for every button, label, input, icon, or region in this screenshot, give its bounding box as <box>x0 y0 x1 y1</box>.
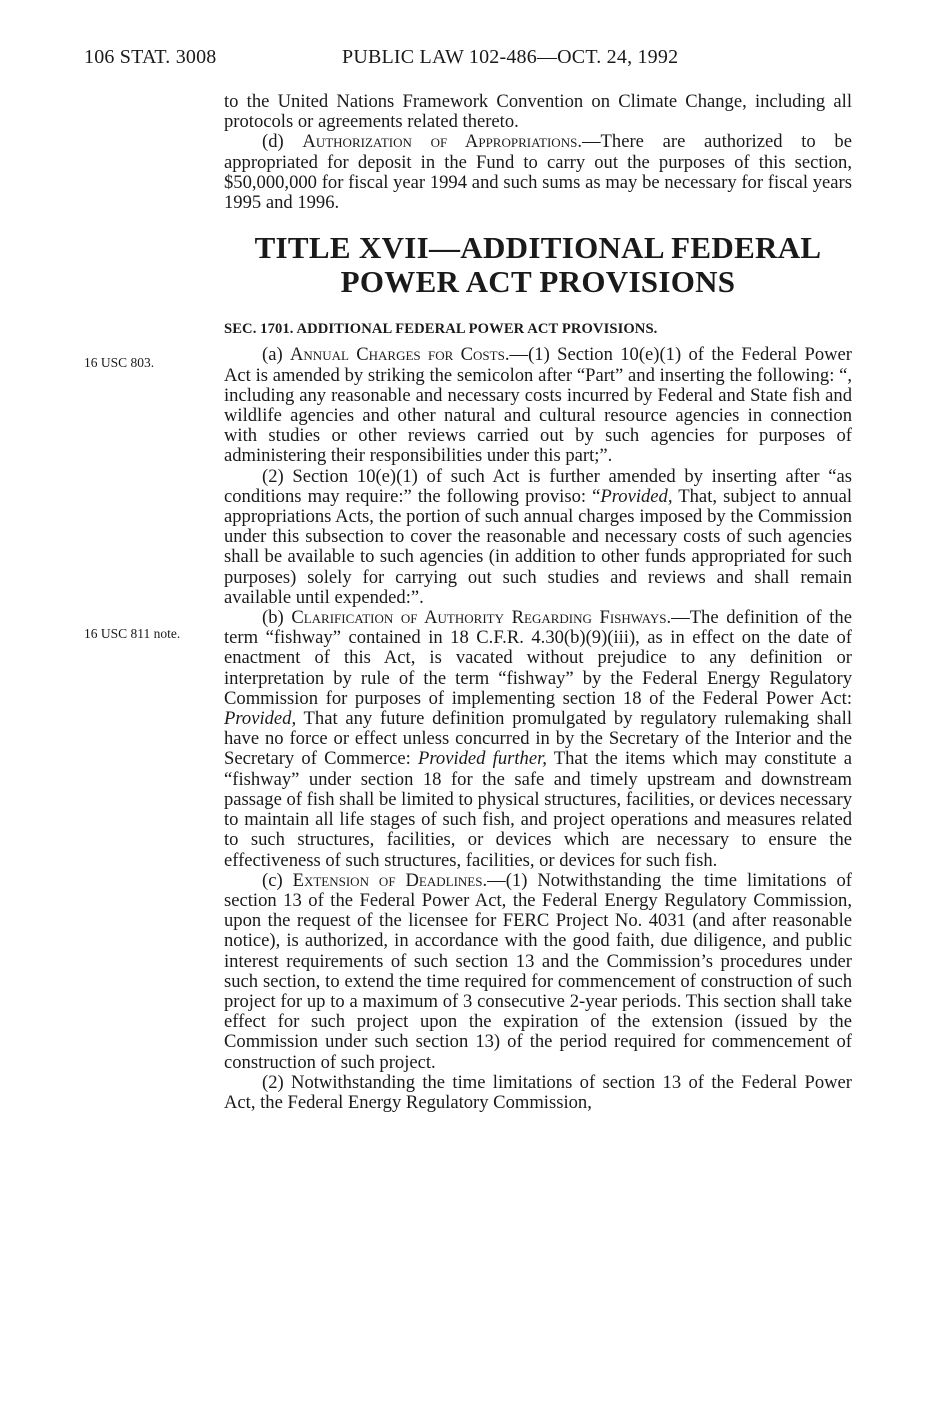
paragraph-b-fishways: (b) Clarification of Authority Regarding Fishways.—The definition of the term “fishway” contained in 18 C.F.R. 4.30(b)(9)(iii), as in effect on the date of enactment of this Act, is vacated without prejudice to any definition or interpretation by rule of the term “fishway” by the Federal Energy Regulatory Commission for purposes of implementing section 18 of the Federal Power Act: Provided, That any future definition promulgated by regulatory rulemaking shall have no force or effect unless concurred in by the Secretary of the Interior and the Secretary of Commerce: Provided further, That the items which may constitute a “fishway” under section 18 for the safe and timely upstream and downstream passage of fish shall be limited to physical structures, facilities, or devices necessary to maintain all life stages of such fish, and project operations and measures related to such structures, facilities, or devices which are necessary to ensure the effectiveness of such structures, facilities, or devices for such fish. <box>224 607 853 871</box>
paragraph-continuation: to the United Nations Framework Convention on Climate Change, including all protocols or agreements related thereto. <box>224 91 852 133</box>
paragraph-c2: (2) Notwithstanding the time limitations of section 13 of the Federal Power Act, the Federal Energy Regulatory Commission, <box>224 1071 852 1113</box>
heading-extension-of-deadlines: Extension of Deadlines <box>292 869 483 891</box>
heading-annual-charges: Annual Charges for Costs <box>289 344 505 366</box>
paragraph-a2: (2) Section 10(e)(1) of such Act is further amended by inserting after “as conditions may require:” the following proviso: “Provided, That, subject to annual appropriations Acts, the portion of such annual charges imposed by the Commission under this subsection to cover the reasonable and necessary costs of such agencies shall be available to such agencies (in addition to other funds appropriated for such purposes) solely for carrying out such studies and reviews and shall remain available until expended:”. <box>224 465 852 608</box>
heading-clarification-fishways: Clarification of Authority Regarding Fishways <box>291 607 667 629</box>
margin-note-16-usc-803: 16 USC 803. <box>84 355 155 370</box>
paragraph-a-annual-charges: (a) Annual Charges for Costs.—(1) Section 10(e)(1) of the Federal Power Act is amended by striking the semicolon after “Part” and inserting the following: “, including any reasonable and necessary costs incurred by Federal and State fish and wildlife agencies and other natural and cultural resource agencies in connection with studies or other reviews carried out by such agencies for purposes of administering their responsibilities under this part;”. <box>224 344 852 467</box>
title-line-1: TITLE XVII—ADDITIONAL FEDERAL <box>254 230 822 266</box>
law-identifier: PUBLIC LAW 102-486—OCT. 24, 1992 <box>342 46 679 68</box>
section-heading: SEC. 1701. ADDITIONAL FEDERAL POWER ACT PROVISIONS. <box>224 321 658 338</box>
margin-note-16-usc-811: 16 USC 811 note. <box>84 626 181 641</box>
paragraph-d-appropriations: (d) Authorization of Appropriations.—There are authorized to be appropriated for deposit in the Fund to carry out the purposes of this section, $50,000,000 for fiscal year 1994 and such sums as may be necessary for fiscal years 1995 and 1996. <box>224 131 852 214</box>
paragraph-c-deadlines: (c) Extension of Deadlines.—(1) Notwithstanding the time limitations of section 13 of the Federal Power Act, the Federal Energy Regulatory Commission, upon the request of the licensee for FERC Project No. 4031 (and after reasonable notice), is authorized, in accordance with the good faith, due diligence, and public interest requirements of such section 13 and the Commission’s procedures under such section, to extend the time required for commencement of construction of such project for up to a maximum of 3 consecutive 2-year periods. This section shall take effect for such project upon the expiration of the extension (issued by the Commission under such section 13) of the period required for commencement of construction of such project. <box>224 869 852 1073</box>
heading-authorization-of-appropriations: Authorization of Appropriations <box>302 131 578 153</box>
title-line-2: POWER ACT PROVISIONS <box>340 264 736 300</box>
text-column <box>224 92 852 1113</box>
title-heading <box>224 231 852 299</box>
page-identifier: 106 STAT. 3008 <box>84 46 217 68</box>
